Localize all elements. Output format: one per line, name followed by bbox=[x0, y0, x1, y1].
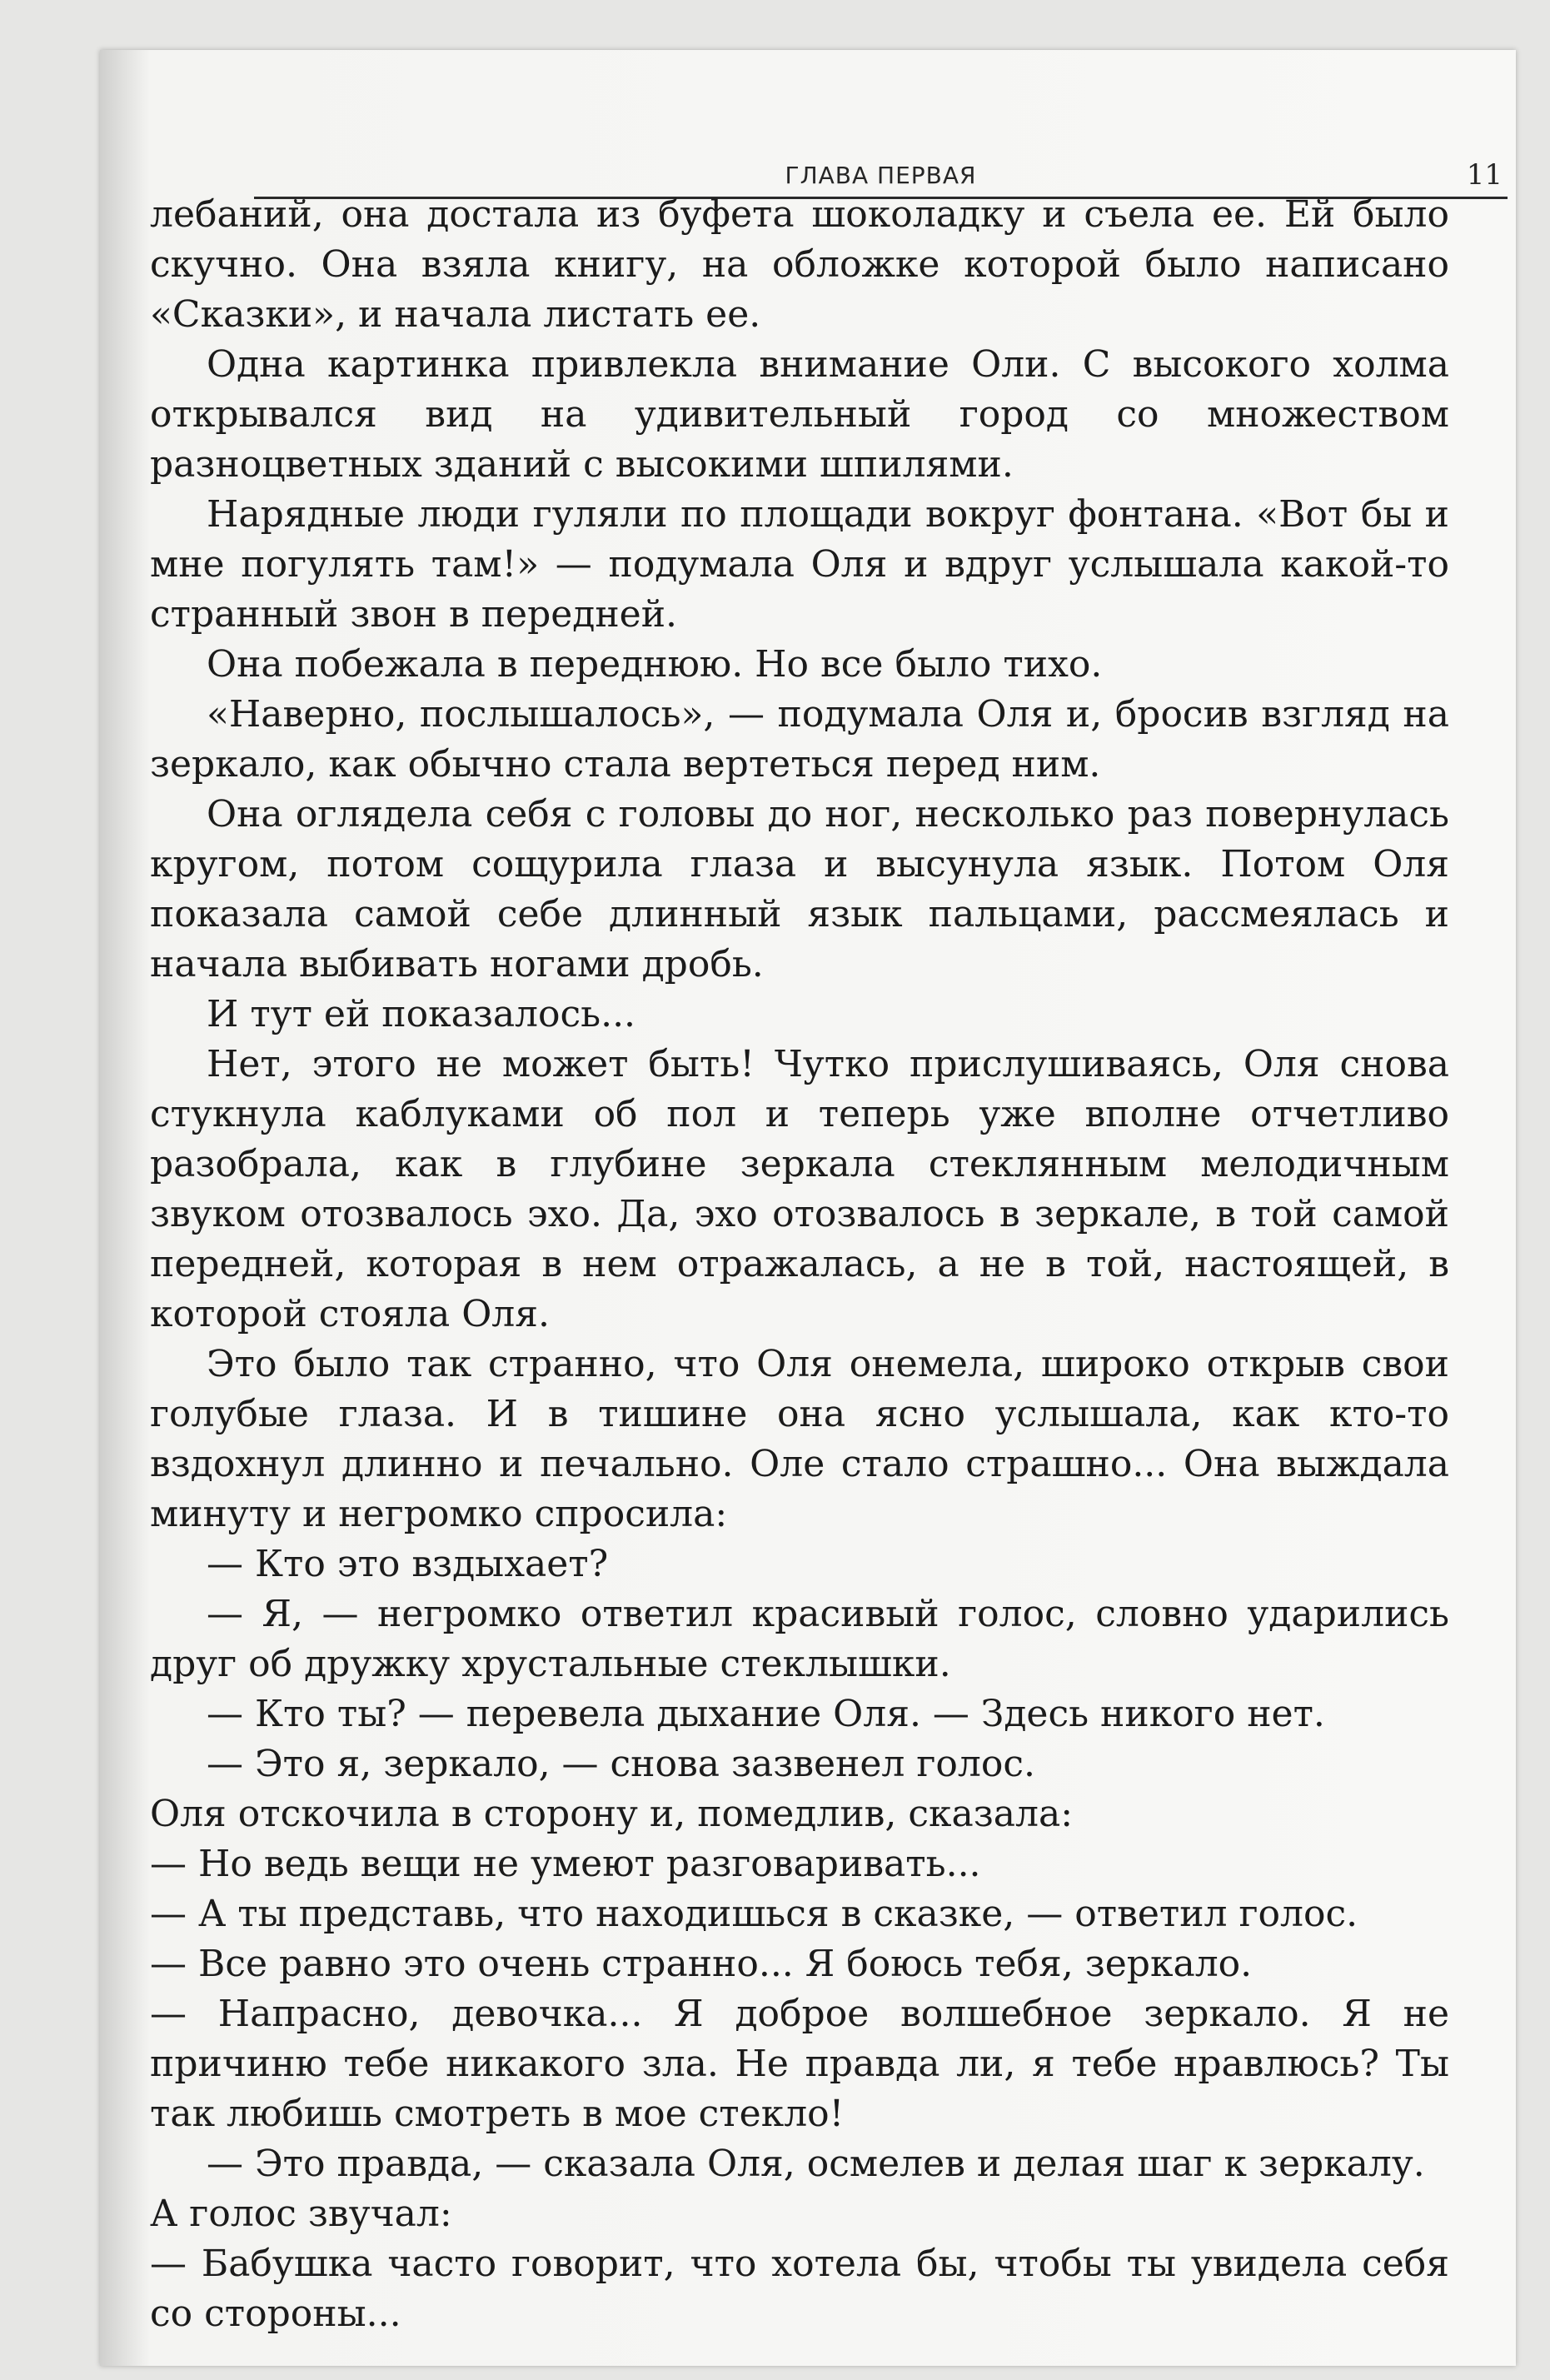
dialogue-line: — Это правда, — сказала Оля, осмелев и делая шаг к зеркалу. bbox=[207, 2143, 1425, 2185]
paragraph: «Наверно, послышалось», — подумала Оля и, бросив взгляд на зеркало, как обычно стала вертеться перед ним. bbox=[150, 693, 1449, 786]
chapter-title: ГЛАВА ПЕРВАЯ bbox=[785, 162, 977, 189]
paragraph: А голос звучал: bbox=[150, 2193, 452, 2235]
paragraph: Нарядные люди гуляли по площади вокруг фонтана. «Вот бы и мне погулять там!» — подумала Оля и вдруг услышала какой-то странный звон в передней. bbox=[150, 493, 1449, 636]
paragraph: Она оглядела себя с головы до ног, несколько раз повернулась кругом, потом сощурила глаза и высунула язык. Потом Оля показала самой себе длинный язык пальцами, рассмеялась и начала выбивать ногами дробь. bbox=[150, 793, 1449, 985]
dialogue-line: — Кто ты? — перевела дыхание Оля. — Здесь никого нет. bbox=[207, 1693, 1325, 1735]
dialogue-line: — Кто это вздыхает? bbox=[207, 1543, 609, 1585]
paragraph: Оля отскочила в сторону и, помедлив, сказала: bbox=[150, 1793, 1074, 1835]
dialogue-line: — Это я, зеркало, — снова зазвенел голос. bbox=[207, 1743, 1035, 1785]
dialogue-line: — Все равно это очень странно... Я боюсь тебя, зеркало. bbox=[150, 1943, 1253, 1985]
dialogue-line: — А ты представь, что находишься в сказке, — ответил голос. bbox=[150, 1893, 1358, 1935]
page-number: 11 bbox=[1466, 158, 1503, 192]
paragraph: И тут ей показалось... bbox=[207, 993, 636, 1035]
paragraph: Она побежала в переднюю. Но все было тихо. bbox=[207, 643, 1103, 686]
dialogue-line: — Бабушка часто говорит, что хотела бы, чтобы ты увидела себя со стороны... bbox=[150, 2243, 1449, 2335]
paragraph: лебаний, она достала из буфета шоколадку и съела ее. Ей было скучно. Она взяла книгу, на обложке которой было написано «Сказки», и начала листать ее. bbox=[150, 193, 1449, 336]
body-text bbox=[150, 190, 1449, 2339]
paragraph: Нет, этого не может быть! Чутко прислушиваясь, Оля снова стукнула каблуками об пол и теперь уже вполне отчетливо разобрала, как в глубине зеркала стеклянным мелодичным звуком отозвалось эхо. Да, эхо отозвалось в зеркале, в той самой передней, которая в нем отражалась, а не в той, настоящей, в которой стояла Оля. bbox=[150, 1043, 1449, 1335]
dialogue-line: — Но ведь вещи не умеют разговаривать... bbox=[150, 1843, 981, 1885]
dialogue-line: — Напрасно, девочка... Я доброе волшебное зеркало. Я не причиню тебе никакого зла. Не правда ли, я тебе нравлюсь? Ты так любишь смотреть в мое стекло! bbox=[150, 1993, 1449, 2135]
paragraph: Это было так странно, что Оля онемела, широко открыв свои голубые глаза. И в тишине она ясно услышала, как кто-то вздохнул длинно и печально. Оле стало страшно... Она выждала минуту и негромко спросила: bbox=[150, 1343, 1449, 1535]
paragraph: Одна картинка привлекла внимание Оли. С высокого холма открывался вид на удивительный город со множеством разноцветных зданий с высокими шпилями. bbox=[150, 343, 1449, 486]
dialogue-line: — Я, — негромко ответил красивый голос, словно ударились друг об дружку хрустальные стеклышки. bbox=[150, 1593, 1449, 1685]
